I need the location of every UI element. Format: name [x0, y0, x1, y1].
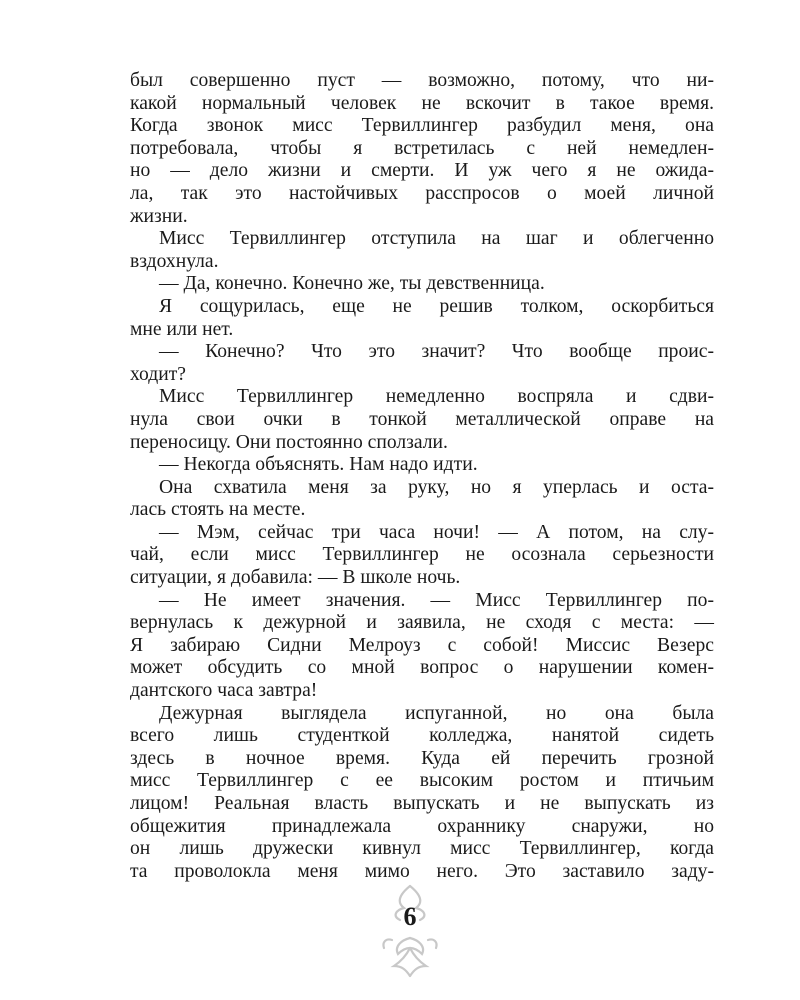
text-line: здесь в ночное время. Куда ей перечить грозной [130, 747, 714, 769]
text-line: был совершенно пуст — возможно, потому, что ни- [130, 70, 714, 91]
text-line: — Некогда объяснять. Нам надо идти. [159, 454, 478, 476]
text-line: мне или нет. [130, 318, 234, 340]
text-line: потребовала, чтобы я встретилась с ней немедлен- [130, 137, 714, 159]
text-line: Я сощурилась, еще не решив толком, оскорбиться [159, 295, 714, 317]
text-line: всего лишь студенткой колледжа, нанятой сидеть [130, 725, 714, 747]
text-line: какой нормальный человек не вскочит в такое время. [130, 92, 714, 114]
text-line: Я забираю Сидни Мелроуз с собой! Миссис Везерс [130, 634, 714, 656]
text-line: жизни. [130, 205, 188, 227]
text-line: ходит? [130, 363, 186, 385]
body-text [130, 70, 714, 883]
text-line: нула свои очки в тонкой металлической оправе на [130, 408, 714, 430]
text-line: Она схватила меня за руку, но я уперлась и оста- [159, 476, 714, 498]
text-line: Мисс Тервиллингер отступила на шаг и облегченно [159, 228, 714, 250]
text-line: вздохнула. [130, 250, 219, 272]
text-line: та проволокла меня мимо него. Это заставило заду- [130, 860, 714, 882]
text-line: дантского часа завтра! [130, 680, 318, 702]
page-footer [370, 880, 450, 980]
text-line: Мисс Тервиллингер немедленно воспряла и сдви- [159, 386, 714, 408]
text-line: ла, так это настойчивых расспросов о моей личной [130, 182, 714, 204]
text-line: лицом! Реальная власть выпускать и не выпускать из [130, 793, 714, 814]
text-line: — Мэм, сейчас три часа ночи! — А потом, на слу- [159, 521, 714, 543]
text-line: он лишь дружески кивнул мисс Тервиллингер, когда [130, 838, 714, 860]
text-line: — Конечно? Что это значит? Что вообще проис- [159, 341, 714, 363]
text-line: Когда звонок мисс Тервиллингер разбудил меня, она [130, 115, 714, 137]
text-line: переносицу. Они постоянно сползали. [130, 431, 448, 453]
text-line: мисс Тервиллингер с ее высоким ростом и птичьим [130, 770, 714, 792]
text-line: — Не имеет значения. — Мисс Тервиллингер по- [159, 589, 714, 611]
page-number: 6 [403, 902, 417, 931]
text-line: может обсудить со мной вопрос о нарушении комен- [130, 657, 714, 679]
text-line: лась стоять на месте. [130, 499, 306, 521]
text-line: Дежурная выглядела испуганной, но она была [159, 702, 714, 724]
text-line: общежития принадлежала охраннику снаружи, но [130, 815, 714, 837]
text-line: но — дело жизни и смерти. И уж чего я не ожида- [130, 160, 714, 182]
text-line: чай, если мисс Тервиллингер не осознала серьезности [130, 544, 714, 566]
text-line: вернулась к дежурной и заявила, не сходя с места: — [130, 612, 714, 634]
text-line: ситуации, я добавила: — В школе ночь. [130, 567, 461, 589]
text-line: — Да, конечно. Конечно же, ты девственница. [159, 273, 545, 295]
